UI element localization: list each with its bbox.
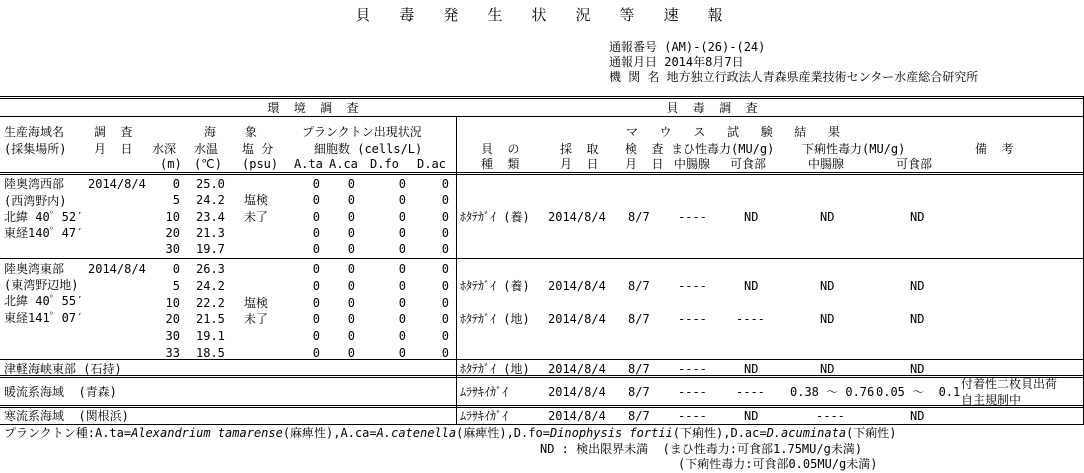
legend-text: (麻痺性),A.ca= xyxy=(282,426,377,440)
dac-count: 0 xyxy=(441,278,449,293)
dac-count: 0 xyxy=(441,346,449,360)
aca-count: 0 xyxy=(347,225,355,240)
sampling-sub-heading: 月 日 xyxy=(560,157,599,171)
temp-value: 19.1 xyxy=(196,329,225,344)
psp-edible-value: ND xyxy=(744,362,759,376)
depth-value: 30 xyxy=(165,242,180,257)
test-date: 8/7 xyxy=(628,278,650,293)
species-name: D.acuminata xyxy=(766,426,847,440)
sampling-date: 2014/8/4 xyxy=(548,278,606,293)
dsp-edible-value: ND xyxy=(910,278,925,293)
dac-count: 0 xyxy=(441,193,449,208)
sea-heading: 海 象 xyxy=(204,125,257,139)
depth-heading: 水深 xyxy=(152,142,177,156)
species-name: A.catenella xyxy=(376,426,457,440)
ata-count: 0 xyxy=(312,295,320,310)
psp-edible-value: ---- xyxy=(736,385,765,399)
dsp-gut-value: ND xyxy=(820,362,835,376)
test-date: 8/7 xyxy=(628,385,650,399)
dsp-edible-heading: 可食部 xyxy=(896,157,933,171)
psp-gut-value: ---- xyxy=(678,278,707,293)
shell-type: ﾑﾗｻｷｲｶﾞｲ xyxy=(460,409,509,423)
sampling-date: 2014/8/4 xyxy=(548,312,606,327)
test-date: 8/7 xyxy=(628,362,650,376)
depth-value: 0 xyxy=(172,177,180,191)
shell-heading: 貝 の xyxy=(481,142,520,156)
temp-value: 23.4 xyxy=(196,209,225,224)
dac-heading: D.ac xyxy=(417,157,446,171)
ata-count: 0 xyxy=(312,177,320,191)
area-label: 陸奥湾東部 xyxy=(4,262,65,276)
dfo-count: 0 xyxy=(398,225,406,240)
psp-gut-value: ---- xyxy=(678,385,707,399)
header-bottom-rule xyxy=(0,172,1084,175)
dfo-count: 0 xyxy=(398,312,406,327)
temp-value: 18.5 xyxy=(196,346,225,360)
psp-gut-value: ---- xyxy=(678,312,707,327)
shell-type: ﾎﾀﾃｶﾞｲ (地) xyxy=(460,312,530,327)
dac-count: 0 xyxy=(441,242,449,257)
ata-count: 0 xyxy=(312,262,320,276)
notice-number: 通報番号 (AM)-(26)-(24) xyxy=(609,40,766,54)
aca-count: 0 xyxy=(347,242,355,257)
dsp-gut-value: ND xyxy=(820,312,835,327)
remarks-text: 自主規制中 xyxy=(961,393,1022,407)
temp-value: 24.2 xyxy=(196,193,225,208)
ata-count: 0 xyxy=(312,193,320,208)
salinity-heading: 塩 分 xyxy=(242,142,274,156)
shell-sub-heading: 種 類 xyxy=(481,157,520,171)
dfo-count: 0 xyxy=(398,262,406,276)
area-label: 北緯 40゜52′ xyxy=(4,210,84,224)
area-label: 北緯 40゜55′ xyxy=(4,294,84,308)
row-divider xyxy=(0,405,1084,408)
dfo-count: 0 xyxy=(398,278,406,293)
temp-unit: (℃) xyxy=(194,157,222,171)
dfo-count: 0 xyxy=(398,209,406,224)
test-heading: 検 査 xyxy=(625,142,664,156)
cell-count-heading: 細胞数 (cells/L) xyxy=(314,142,423,156)
area-label: 津軽海峡東部 (石持) xyxy=(4,362,122,376)
plankton-heading: プランクトン出現状況 xyxy=(302,125,422,139)
agency-name: 機 関 名 地方独立行政法人青森県産業技術センター水産総合研究所 xyxy=(609,70,979,84)
temp-value: 25.0 xyxy=(196,177,225,191)
psp-gut-value: ---- xyxy=(678,409,707,423)
remarks-text: 付着性二枚貝出荷 xyxy=(961,377,1058,391)
dac-count: 0 xyxy=(441,329,449,344)
sampling-date: 2014/8/4 xyxy=(548,209,606,224)
aca-count: 0 xyxy=(347,177,355,191)
salinity-value: 塩検 xyxy=(244,295,269,310)
dac-count: 0 xyxy=(441,295,449,310)
nd-note: ND : 検出限界未満 (まひ性毒力:可食部1.75MU/g未満) xyxy=(540,442,863,456)
temp-heading: 水温 xyxy=(194,142,219,156)
salinity-value: 塩検 xyxy=(244,193,269,208)
sampling-date: 2014/8/4 xyxy=(548,362,606,376)
notice-date: 通報月日 2014年8月7日 xyxy=(609,55,744,69)
area-label: 寒流系海域 (関根浜) xyxy=(4,409,129,423)
legend-text: (下痢性) xyxy=(846,426,897,440)
test-date: 8/7 xyxy=(628,312,650,327)
shell-type: ﾎﾀﾃｶﾞｲ (地) xyxy=(460,362,530,376)
psp-edible-heading: 可食部 xyxy=(730,157,767,171)
temp-value: 19.7 xyxy=(196,242,225,257)
dac-count: 0 xyxy=(441,209,449,224)
sampling-date: 2014/8/4 xyxy=(548,409,606,423)
shell-type: ﾎﾀﾃｶﾞｲ (養) xyxy=(460,209,530,224)
shell-type: ﾎﾀﾃｶﾞｲ (養) xyxy=(460,278,530,293)
psp-edible-value: ---- xyxy=(736,312,765,327)
column-separator xyxy=(456,116,457,424)
env-survey-heading: 環 境 調 査 xyxy=(267,101,359,115)
aca-count: 0 xyxy=(347,262,355,276)
area-label: 東経141゜07′ xyxy=(4,311,84,325)
sampling-date: 2014/8/4 xyxy=(548,385,606,399)
ata-count: 0 xyxy=(312,346,320,360)
ata-count: 0 xyxy=(312,329,320,344)
aca-heading: A.ca xyxy=(329,157,358,171)
aca-count: 0 xyxy=(347,193,355,208)
test-date: 8/7 xyxy=(628,209,650,224)
dac-count: 0 xyxy=(441,177,449,191)
survey-heading: 調 査 xyxy=(94,125,133,139)
ata-count: 0 xyxy=(312,278,320,293)
shell-type: ﾑﾗｻｷｲｶﾞｲ xyxy=(460,385,509,399)
depth-value: 10 xyxy=(165,209,180,224)
psp-edible-value: ND xyxy=(744,278,759,293)
dsp-gut-value: ---- xyxy=(816,409,845,423)
sampling-heading: 採 取 xyxy=(560,142,599,156)
survey-date-heading: 月 日 xyxy=(94,142,133,156)
legend-text: プランクトン種:A.ta= xyxy=(4,426,132,440)
dsp-edible-value: ND xyxy=(910,209,925,224)
area-label: 東経140゜47′ xyxy=(4,226,84,240)
aca-count: 0 xyxy=(347,346,355,360)
depth-value: 33 xyxy=(165,346,180,360)
salinity-unit: (psu) xyxy=(242,157,279,171)
ata-heading: A.ta xyxy=(294,157,323,171)
aca-count: 0 xyxy=(347,209,355,224)
test-sub-heading: 月 日 xyxy=(625,157,664,171)
dfo-count: 0 xyxy=(398,193,406,208)
area-label: 暖流系海域 (青森) xyxy=(4,385,117,399)
legend-text: (下痢性),D.ac= xyxy=(672,426,767,440)
ata-count: 0 xyxy=(312,209,320,224)
aca-count: 0 xyxy=(347,278,355,293)
dsp-edible-value: 0.05 ～ 0.1 xyxy=(876,385,961,399)
temp-value: 21.3 xyxy=(196,225,225,240)
dsp-gut-value: ND xyxy=(820,278,835,293)
area-heading: 生産海域名 xyxy=(4,125,65,139)
dfo-count: 0 xyxy=(398,242,406,257)
temp-value: 22.2 xyxy=(196,295,225,310)
depth-value: 20 xyxy=(165,225,180,240)
dfo-heading: D.fo xyxy=(370,157,399,171)
dfo-count: 0 xyxy=(398,329,406,344)
aca-count: 0 xyxy=(347,329,355,344)
dfo-count: 0 xyxy=(398,346,406,360)
legend-text: (麻痺性),D.fo= xyxy=(456,426,550,440)
area-label: (東湾野辺地) xyxy=(4,278,79,292)
psp-gut-value: ---- xyxy=(678,362,707,376)
survey-date: 2014/8/4 xyxy=(88,262,146,276)
nd-note-2: (下痢性毒力:可食部0.05MU/g未満) xyxy=(678,457,878,471)
dsp-gut-heading: 中腸腺 xyxy=(808,157,845,171)
species-name: Alexandrium tamarense xyxy=(131,426,283,440)
depth-value: 0 xyxy=(172,262,180,276)
dac-count: 0 xyxy=(441,262,449,276)
dac-count: 0 xyxy=(441,225,449,240)
dsp-gut-value: ND xyxy=(820,209,835,224)
test-date: 8/7 xyxy=(628,409,650,423)
dsp-edible-value: ND xyxy=(910,409,925,423)
mouse-test-heading: マ ウ ス 試 験 結 果 xyxy=(626,125,841,139)
ata-count: 0 xyxy=(312,242,320,257)
psp-edible-value: ND xyxy=(744,409,759,423)
depth-value: 5 xyxy=(172,278,180,293)
block-divider xyxy=(0,258,1084,259)
depth-value: 30 xyxy=(165,329,180,344)
temp-value: 21.5 xyxy=(196,312,225,327)
salinity-value: 未了 xyxy=(244,209,269,224)
header-divider xyxy=(0,116,1084,117)
survey-date: 2014/8/4 xyxy=(88,177,146,191)
table-bottom-rule xyxy=(0,424,1084,425)
remarks-heading: 備 考 xyxy=(975,142,1014,156)
aca-count: 0 xyxy=(347,295,355,310)
psp-gut-heading: 中腸腺 xyxy=(674,157,711,171)
depth-value: 10 xyxy=(165,295,180,310)
depth-value: 20 xyxy=(165,312,180,327)
depth-value: 5 xyxy=(172,193,180,208)
ata-count: 0 xyxy=(312,225,320,240)
area-label: 陸奥湾西部 xyxy=(4,177,65,191)
area-label: (西湾野内) xyxy=(4,194,67,208)
psp-gut-value: ---- xyxy=(678,209,707,224)
temp-value: 26.3 xyxy=(196,262,225,276)
species-name: Dinophysis fortii xyxy=(549,426,673,440)
area-sub-heading: (採集場所) xyxy=(4,142,67,156)
toxin-survey-heading: 貝 毒 調 査 xyxy=(666,101,758,115)
temp-value: 24.2 xyxy=(196,278,225,293)
dfo-count: 0 xyxy=(398,177,406,191)
aca-count: 0 xyxy=(347,312,355,327)
ata-count: 0 xyxy=(312,312,320,327)
dsp-heading: 下痢性毒力(MU/g) xyxy=(802,142,906,156)
row-divider xyxy=(0,375,1084,378)
psp-edible-value: ND xyxy=(744,209,759,224)
dsp-gut-value: 0.38 ～ 0.76 xyxy=(790,385,875,399)
dsp-edible-value: ND xyxy=(910,312,925,327)
salinity-value: 未了 xyxy=(244,312,269,327)
dsp-edible-value: ND xyxy=(910,362,925,376)
depth-unit: (m) xyxy=(160,157,182,171)
block-divider xyxy=(0,359,1084,360)
dac-count: 0 xyxy=(441,312,449,327)
dfo-count: 0 xyxy=(398,295,406,310)
psp-heading: まひ性毒力(MU/g) xyxy=(671,142,775,156)
plankton-legend xyxy=(4,426,897,440)
page-title: 貝 毒 発 生 状 況 等 速 報 xyxy=(355,6,733,24)
top-rule xyxy=(0,96,1084,99)
